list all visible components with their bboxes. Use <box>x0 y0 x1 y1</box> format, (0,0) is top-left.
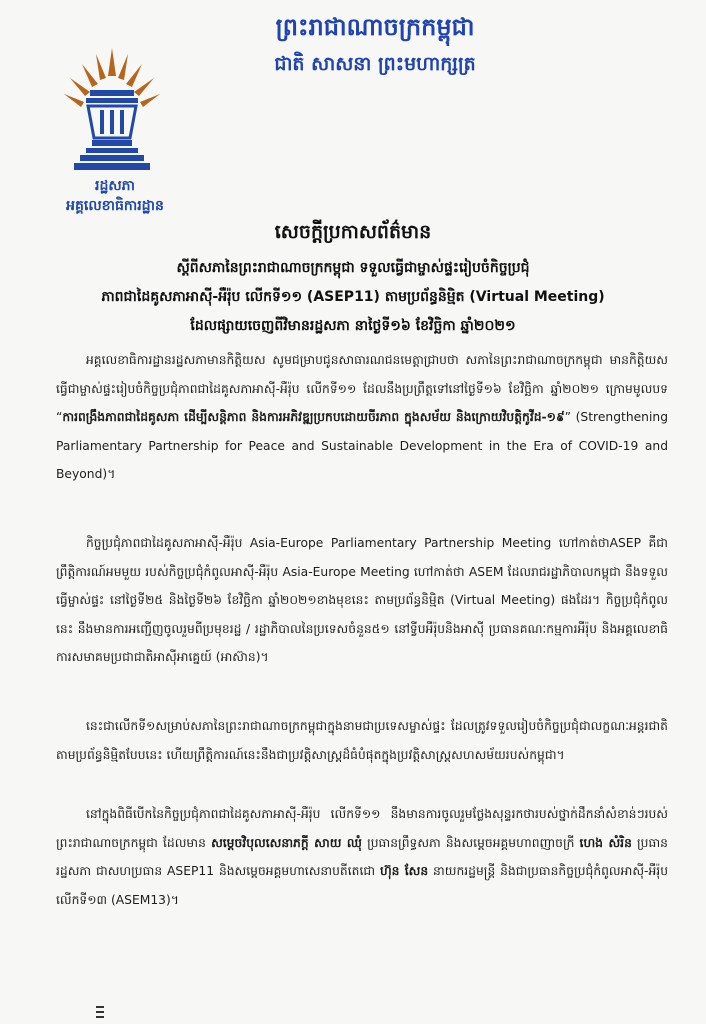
paragraph-announcement <box>56 346 668 489</box>
leader-name: ហ៊ុន សែន <box>379 864 429 879</box>
institution-department: អគ្គលេខាធិការដ្ឋាន <box>66 198 164 214</box>
paragraph-text: នេះជាលើកទី១សម្រាប់សភានៃព្រះរាជាណាចក្រកម្ពុជាក្នុងនាមជាប្រទេសម្ចាស់ផ្ទះ ដែលត្រូវទទួលរៀបចំកិច្ចប្រជុំជាលក្ខណៈអន្តរជាតិតាមប្រព័ន្ធនិម្មិតបែបនេះ ហើយព្រឹត្តិការណ៍នេះនឹងជាប្រវត្តិសាស្ត្រដ៏ធំបំផុតក្នុងប្រវត្តិសាស្ត្រសហសម័យរបស់កម្ពុជា។ <box>56 719 668 762</box>
parliament-emblem-icon <box>56 46 168 176</box>
institution-name: រដ្ឋសភា <box>95 178 135 194</box>
paragraph-opening-ceremony <box>56 800 668 914</box>
paragraph-historic-note <box>56 712 668 769</box>
subject-line-3: ដែលផ្សាយចេញពីវិមានរដ្ឋសភា នាថ្ងៃទី១៦ ខែវិច្ឆិកា ឆ្នាំ២០២១ <box>190 318 516 334</box>
leader-name: ហេង សំរិន <box>579 835 632 850</box>
paragraph-text: នាយករដ្ឋមន្ត្រី និងជាប្រធានកិច្ចប្រជុំកំពូលអាស៊ី-អឺរ៉ុប លើកទី១៣ (ASEM13)។ <box>56 864 669 907</box>
national-motto: ជាតិ សាសនា ព្រះមហាក្សត្រ <box>274 53 476 75</box>
leader-name: សម្តេចវិបុលសេនាភក្តី សាយ ឈុំ <box>211 835 362 850</box>
subject-line-1: ស្តីពីសភានៃព្រះរាជាណាចក្រកម្ពុជា ទទួលធ្វើជាម្ចាស់ផ្ទះរៀបចំកិច្ចប្រជុំ <box>176 260 530 276</box>
paragraph-text: ប្រធានរដ្ឋសភា ជាសហប្រធាន ASEP11 និងសម្តេចអគ្គមហាសេនាបតីតេជោ <box>56 835 668 879</box>
subject-line-2: ភាពជាដៃគូសភាអាស៊ី-អឺរ៉ុប លើកទី១១ (ASEP11) តាមប្រព័ន្ធនិម្មិត (Virtual Meeting) <box>101 289 605 305</box>
paragraph-text: ប្រធានព្រឹទ្ធសភា និងសម្តេចអគ្គមហាពញាចក្រី <box>361 835 580 850</box>
paragraph-text: នៅក្នុងពិធីបើកនៃកិច្ចប្រជុំភាពជាដៃគូសភាអាស៊ី-អឺរ៉ុប លើកទី១១ នឹងមានការចូលរួមថ្លែងសុន្ទរកថារបស់ថ្នាក់ដឹកនាំសំខាន់ៗរបស់ព្រះរាជាណាចក្រកម្ពុជា ដែលមាន <box>56 807 668 850</box>
meeting-theme: ការពង្រឹងភាពជាដៃគូសភា ដើម្បីសន្តិភាព និងការអភិវឌ្ឍប្រកបដោយចីរភាព ក្នុងសម័យ និងក្រោយវិបត្តិកូវីដ-១៩ <box>62 410 565 425</box>
kingdom-title: ព្រះរាជាណាចក្រកម្ពុជា <box>275 13 475 41</box>
paragraph-asep-description <box>56 529 668 672</box>
paragraph-text: ” (Strengthening Parliamentary Partnership for Peace and Sustainable Development in the Era of COVID-19 and Beyond)។ <box>56 410 668 482</box>
document-title: សេចក្តីប្រកាសព័ត៌មាន <box>274 221 432 243</box>
paragraph-text: កិច្ចប្រជុំភាពជាដៃគូសភាអាស៊ី-អឺរ៉ុប Asia-Europe Parliamentary Partnership Meeting ហៅកាត់ថាASEP គឺជាព្រឹត្តិការណ៍អមមួយ របស់កិច្ចប្រជុំកំពូលអាស៊ី-អឺរ៉ុប Asia-Europe Meeting ហៅកាត់ថា ASEM ដែលរាជរដ្ឋាភិបាលកម្ពុជា នឹងទទួលធ្វើម្ចាស់ផ្ទះ នៅថ្ងៃទី២៥ និងថ្ងៃទី២៦ ខែវិច្ឆិកា ឆ្នាំ២០២១ខាងមុខនេះ តាមប្រព័ន្ធនិម្មិត (Virtual Meeting) ផងដែរ។ កិច្ចប្រជុំកំពូលនេះ នឹងមានការអញ្ជើញចូលរួមពីប្រមុខរដ្ឋ / រដ្ឋាភិបាលនៃប្រទេសចំនួន៥១ នៅទ្វីបអឺរ៉ុបនិងអាស៊ី ប្រធានគណៈកម្មការអឺរ៉ុប និងអគ្គលេខាធិការសមាគមប្រជាជាតិអាស៊ីអាគ្នេយ៍ (អាស៊ាន)។ <box>56 536 668 665</box>
paragraph-text: អគ្គលេខាធិការដ្ឋានរដ្ឋសភាមានកិត្តិយស សូមជម្រាបជូនសាធារណជនមេត្តាជ្រាបថា សភានៃព្រះរាជាណាចក្រកម្ពុជា មានកិត្តិយសធ្វើជាម្ចាស់ផ្ទះរៀបចំកិច្ចប្រជុំភាពជាដៃគូសភាអាស៊ី-អឺរ៉ុប លើកទី១១ ដែលនឹងប្រព្រឹត្តទៅនៅថ្ងៃទី១៦ ខែវិច្ឆិកា ឆ្នាំ២០២១ ក្រោមមូលបទ “ <box>56 353 668 425</box>
page-mark-icon <box>96 1004 104 1020</box>
